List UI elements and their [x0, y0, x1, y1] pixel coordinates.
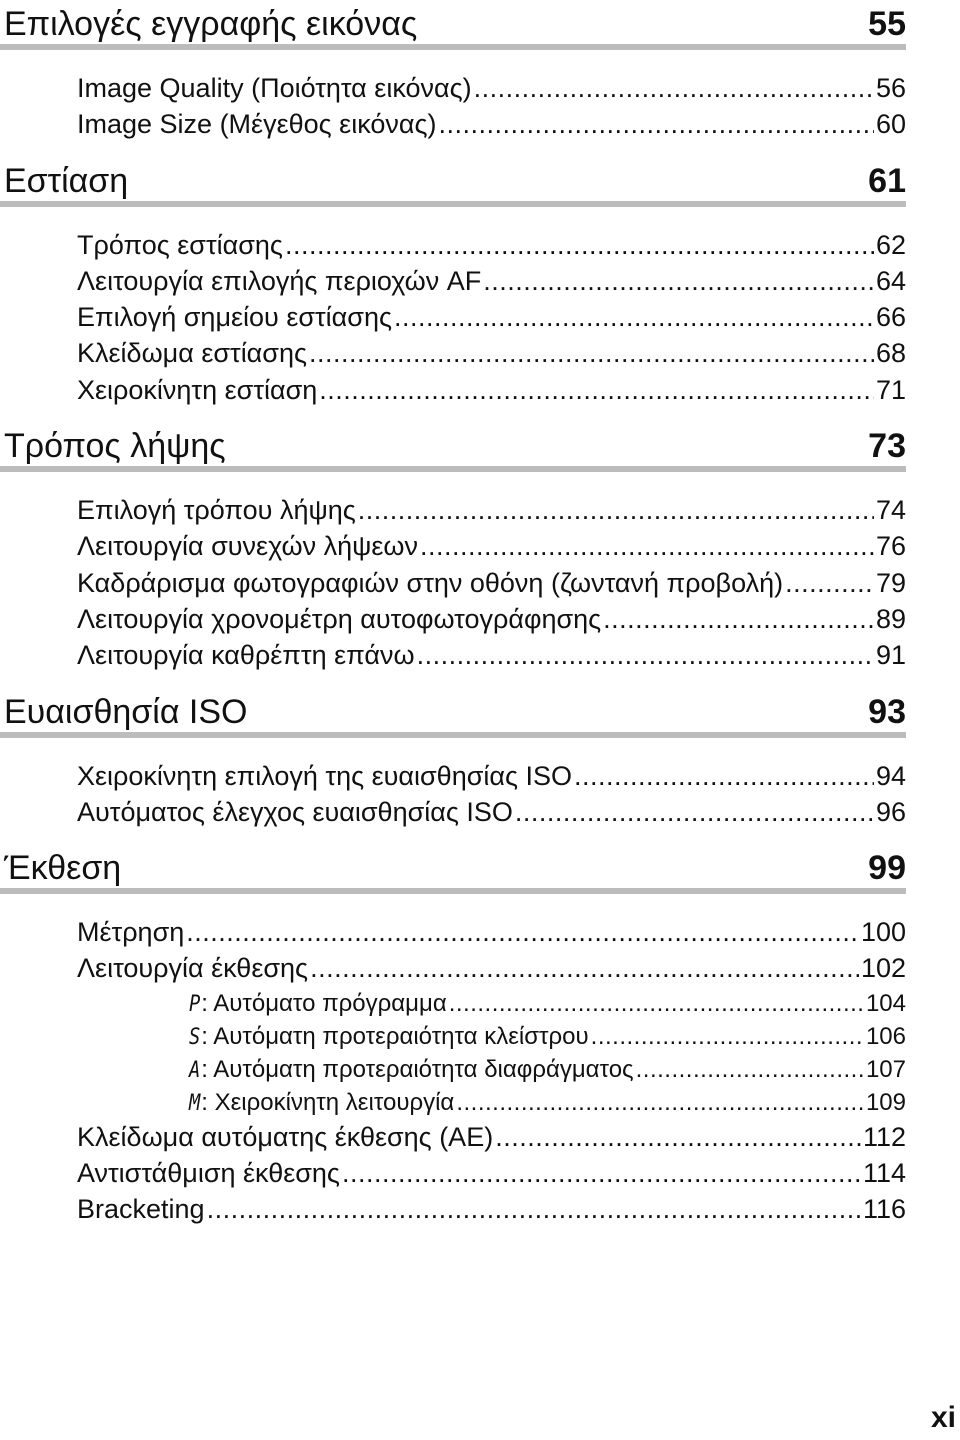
entry-text: Κλείδωμα εστίασης: [77, 338, 307, 369]
dot-leader: [636, 1053, 864, 1086]
page-number: xi: [930, 1401, 956, 1434]
entry-label: [77, 1155, 340, 1191]
entry-label: [77, 335, 307, 371]
dot-leader: [474, 70, 874, 106]
entry-text: Λειτουργία έκθεσης: [77, 953, 309, 984]
entry-text: Κλείδωμα αυτόματης έκθεσης (AE): [77, 1121, 494, 1152]
toc-subentry[interactable]: [188, 1020, 906, 1053]
entry-label: [77, 528, 418, 564]
entry-page-number: 68: [875, 338, 906, 369]
entry-text: Λειτουργία καθρέπτη επάνω: [77, 640, 415, 671]
entry-label: [77, 227, 283, 263]
section-heading[interactable]: [0, 688, 906, 738]
toc-entry[interactable]: [77, 601, 906, 637]
toc-subentry[interactable]: [188, 1086, 906, 1119]
entry-page-number: 107: [865, 1055, 906, 1083]
dot-leader: [439, 106, 874, 142]
toc-entry[interactable]: [77, 263, 906, 299]
entry-page-number: 109: [865, 1088, 906, 1116]
toc-entry[interactable]: [77, 106, 906, 142]
toc-entry[interactable]: [77, 299, 906, 335]
entry-label: [77, 1191, 205, 1227]
entry-page-number: 79: [875, 567, 906, 598]
toc-section: [0, 157, 906, 422]
dot-leader: [785, 565, 874, 601]
section-heading[interactable]: [0, 0, 906, 50]
entry-page-number: 102: [860, 953, 906, 984]
toc-entry[interactable]: [77, 565, 906, 601]
entry-text: Επιλογή τρόπου λήψης: [77, 495, 356, 526]
toc-subentry[interactable]: [188, 987, 906, 1020]
entry-label: [77, 637, 415, 673]
entry-page-number: 112: [862, 1121, 906, 1152]
entry-text: Καδράρισμα φωτογραφιών στην οθόνη (ζωντανή προβολή): [77, 567, 784, 598]
entry-text: Λειτουργία επιλογής περιοχών AF: [77, 265, 482, 296]
toc-subentry[interactable]: [188, 1053, 906, 1086]
entry-page-number: 106: [865, 1022, 906, 1050]
entry-text: Επιλογή σημείου εστίασης: [77, 302, 392, 333]
section-heading[interactable]: [0, 422, 906, 472]
dot-leader: [495, 1119, 861, 1155]
entry-text: Αντιστάθμιση έκθεσης: [77, 1158, 340, 1189]
entry-label: [77, 1119, 493, 1155]
entry-text: : Χειροκίνητη λειτουργία: [201, 1088, 455, 1116]
entry-label: [77, 601, 601, 637]
dot-leader: [591, 1020, 864, 1053]
section-page-number: 99: [868, 849, 906, 888]
entry-page-number: 116: [862, 1194, 906, 1225]
entry-list: [0, 50, 906, 157]
toc-section: [0, 0, 906, 157]
entry-page-number: 74: [875, 495, 906, 526]
entry-list: [0, 894, 906, 1241]
dot-leader: [417, 637, 874, 673]
toc-entry[interactable]: [77, 950, 906, 986]
section-title: Τρόπος λήψης: [4, 427, 226, 466]
dot-leader: [186, 914, 859, 950]
section-page-number: 73: [868, 427, 906, 466]
entry-text: Μέτρηση: [77, 917, 185, 948]
section-page-number: 93: [868, 692, 906, 731]
dot-leader: [358, 492, 874, 528]
entry-page-number: 96: [875, 796, 906, 827]
entry-page-number: 104: [865, 989, 906, 1017]
dot-leader: [319, 372, 874, 408]
entry-page-number: 60: [875, 109, 906, 140]
entry-text: Image Quality (Ποιότητα εικόνας): [77, 73, 472, 103]
entry-text: Αυτόματος έλεγχος ευαισθησίας ISO: [77, 796, 513, 827]
entry-page-number: 91: [875, 640, 906, 671]
entry-label: [77, 758, 572, 794]
entry-page-number: 76: [875, 531, 906, 562]
entry-label: [77, 106, 437, 142]
entry-page-number: 94: [875, 760, 906, 791]
entry-label: [77, 299, 392, 335]
entry-label: [188, 987, 447, 1021]
entry-label: [188, 1053, 634, 1087]
toc-section: [0, 844, 906, 1241]
section-title: Εστίαση: [4, 161, 129, 200]
dot-leader: [207, 1191, 861, 1227]
dot-leader: [515, 794, 874, 830]
toc-entry[interactable]: [77, 227, 906, 263]
entry-text: : Αυτόματο πρόγραμμα: [201, 989, 447, 1017]
entry-list: [0, 207, 906, 422]
entry-page-number: 71: [875, 374, 906, 405]
entry-page-number: 100: [860, 917, 906, 948]
toc-entry[interactable]: [77, 914, 906, 950]
dot-leader: [603, 601, 874, 637]
toc-entry[interactable]: [77, 794, 906, 830]
entry-label: [77, 263, 481, 299]
entry-page-number: 66: [875, 302, 906, 333]
section-heading[interactable]: [0, 844, 906, 894]
dot-leader: [574, 758, 874, 794]
toc-entry[interactable]: [77, 1191, 906, 1227]
toc-section: [0, 688, 906, 845]
exposure-mode-icon: S: [188, 1024, 201, 1050]
dot-leader: [456, 1086, 864, 1119]
section-title: Επιλογές εγγραφής εικόνας: [4, 5, 418, 43]
dot-leader: [310, 950, 859, 986]
section-title: Ευαισθησία ISO: [4, 692, 248, 731]
toc-entry[interactable]: [77, 492, 906, 528]
entry-label: [77, 950, 308, 986]
toc-entry[interactable]: [77, 528, 906, 564]
entry-label: [188, 1020, 589, 1054]
entry-label: [77, 492, 356, 528]
dot-leader: [285, 227, 874, 263]
entry-text: Λειτουργία χρονομέτρη αυτοφωτογράφησης: [77, 603, 602, 634]
entry-page-number: 62: [875, 229, 906, 260]
entry-text: : Αυτόματη προτεραιότητα κλείστρου: [201, 1022, 589, 1050]
dot-leader: [394, 299, 874, 335]
entry-page-number: 89: [875, 603, 906, 634]
toc-entry[interactable]: [77, 335, 906, 371]
dot-leader: [483, 263, 874, 299]
entry-label: [77, 794, 513, 830]
toc-entry[interactable]: [77, 70, 906, 106]
entry-text: Τρόπος εστίασης: [77, 229, 283, 260]
dot-leader: [420, 528, 874, 564]
entry-list: [0, 738, 906, 845]
toc-entry[interactable]: [77, 1155, 906, 1191]
exposure-mode-icon: M: [188, 1090, 201, 1116]
toc-entry[interactable]: [77, 758, 906, 794]
exposure-mode-icon: P: [188, 991, 201, 1017]
entry-page-number: 64: [875, 265, 906, 296]
entry-text: Χειροκίνητη επιλογή της ευαισθησίας ISO: [77, 760, 573, 791]
toc-entry[interactable]: [77, 637, 906, 673]
section-page-number: 61: [868, 161, 906, 200]
entry-text: : Αυτόματη προτεραιότητα διαφράγματος: [201, 1055, 634, 1083]
entry-label: [77, 914, 184, 950]
section-heading[interactable]: [0, 157, 906, 207]
entry-label: [77, 70, 472, 106]
entry-list: [0, 472, 906, 687]
dot-leader: [449, 987, 864, 1020]
entry-label: [77, 372, 317, 408]
entry-label: [188, 1086, 454, 1120]
section-title: Έκθεση: [4, 849, 122, 888]
entry-label: [77, 565, 783, 601]
entry-page-number: 114: [862, 1158, 906, 1189]
entry-text: Bracketing: [77, 1194, 205, 1225]
entry-text: Λειτουργία συνεχών λήψεων: [77, 531, 418, 562]
toc-entry[interactable]: [77, 1119, 906, 1155]
dot-leader: [309, 335, 874, 371]
entry-text: Image Size (Μέγεθος εικόνας): [77, 109, 437, 140]
entry-page-number: 56: [875, 73, 906, 103]
section-page-number: 55: [868, 5, 906, 43]
dot-leader: [342, 1155, 861, 1191]
toc-entry[interactable]: [77, 372, 906, 408]
entry-text: Χειροκίνητη εστίαση: [77, 374, 318, 405]
exposure-mode-icon: A: [188, 1057, 201, 1083]
toc-section: [0, 422, 906, 687]
